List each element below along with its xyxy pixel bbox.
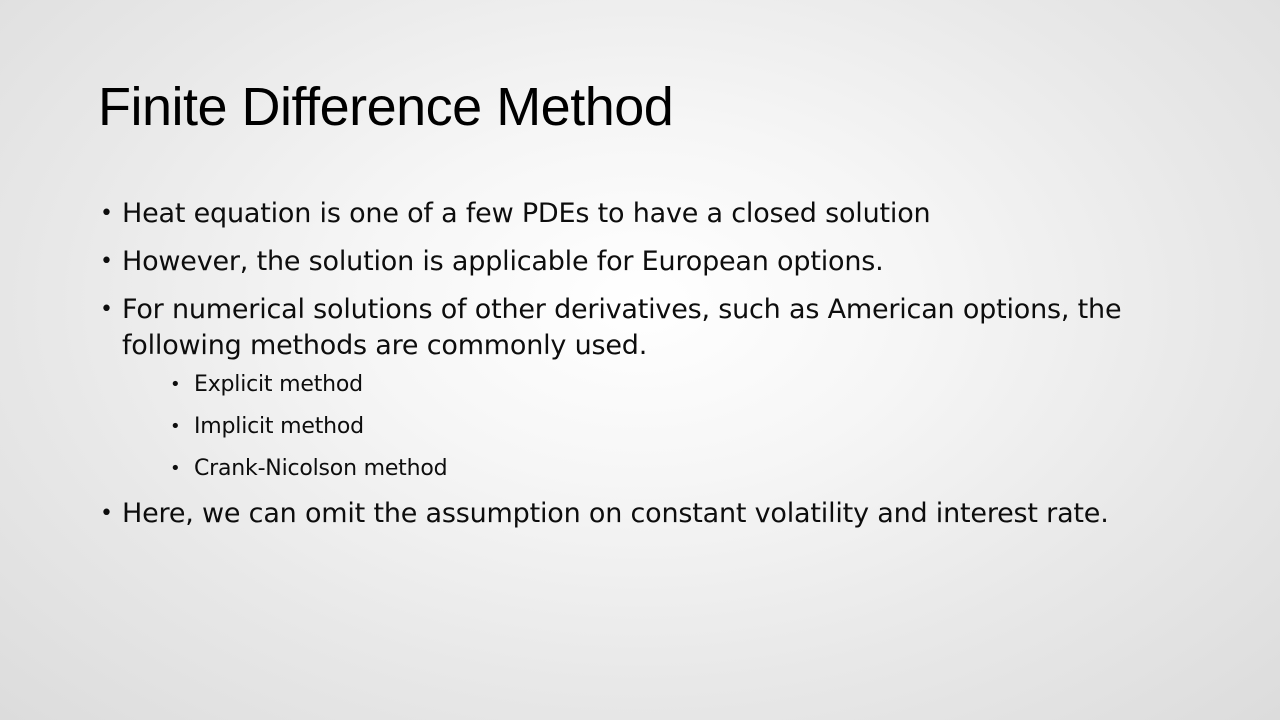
sub-bullet-text: Crank-Nicolson method	[194, 456, 448, 481]
bullet-marker: •	[100, 297, 113, 322]
bullet-list	[98, 196, 1198, 532]
sub-bullet-marker: •	[170, 458, 181, 479]
slide-title: Finite Difference Method	[98, 77, 674, 137]
slide-content	[98, 196, 1198, 544]
bullet-item	[98, 292, 1198, 484]
bullet-text: Heat equation is one of a few PDEs to have a closed solution	[122, 198, 931, 229]
sub-bullet-item	[170, 454, 1198, 484]
bullet-item	[98, 196, 1198, 232]
bullet-text: However, the solution is applicable for European options.	[122, 246, 884, 277]
bullet-marker: •	[100, 249, 113, 274]
sub-bullet-item	[170, 370, 1198, 400]
bullet-text: For numerical solutions of other derivatives, such as American options, the following methods are commonly used.	[122, 294, 1122, 361]
bullet-text: Here, we can omit the assumption on constant volatility and interest rate.	[122, 498, 1109, 529]
sub-bullet-list	[122, 370, 1198, 484]
sub-bullet-text: Implicit method	[194, 414, 364, 439]
bullet-item	[98, 244, 1198, 280]
sub-bullet-marker: •	[170, 374, 181, 395]
bullet-item	[98, 496, 1198, 532]
sub-bullet-marker: •	[170, 416, 181, 437]
sub-bullet-item	[170, 412, 1198, 442]
bullet-marker: •	[100, 501, 113, 526]
bullet-marker: •	[100, 201, 113, 226]
sub-bullet-text: Explicit method	[194, 372, 363, 397]
